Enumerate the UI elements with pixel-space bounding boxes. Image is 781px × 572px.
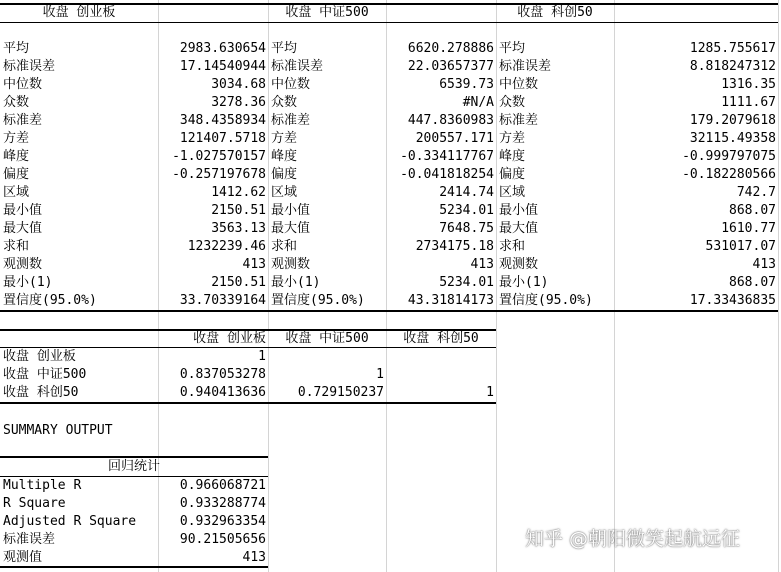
- correlation-value[interactable]: 1: [258, 349, 266, 364]
- column-header[interactable]: 收盘 中证500: [285, 5, 369, 20]
- stat-label[interactable]: 最大值: [3, 221, 43, 236]
- stat-label[interactable]: 偏度: [499, 167, 526, 182]
- stat-value[interactable]: 1285.755617: [689, 41, 776, 56]
- stat-label[interactable]: 区域: [3, 185, 30, 200]
- stat-label[interactable]: 求和: [3, 239, 30, 254]
- stat-value[interactable]: 2414.74: [439, 185, 494, 200]
- stat-label[interactable]: 置信度(95.0%): [271, 293, 365, 308]
- stat-value[interactable]: -0.182280566: [682, 167, 776, 182]
- column-header[interactable]: 收盘 科创50: [517, 5, 593, 20]
- stat-value[interactable]: 413: [470, 257, 494, 272]
- stat-value[interactable]: 121407.5718: [179, 131, 266, 146]
- stat-value[interactable]: 413: [242, 550, 266, 565]
- stat-value[interactable]: 1111.67: [721, 95, 776, 110]
- stat-value[interactable]: 0.932963354: [179, 514, 266, 529]
- stat-label[interactable]: 最小(1): [271, 275, 321, 290]
- correlation-value[interactable]: 0.837053278: [179, 367, 266, 382]
- correlation-value[interactable]: [386, 366, 496, 384]
- stat-label[interactable]: 最大值: [499, 221, 539, 236]
- stat-label[interactable]: 观测值: [3, 550, 43, 565]
- stat-value[interactable]: 200557.171: [415, 131, 494, 146]
- stat-label[interactable]: 标准误差: [3, 59, 56, 74]
- stat-label[interactable]: 方差: [3, 131, 30, 146]
- stat-label[interactable]: 众数: [271, 95, 298, 110]
- stat-value[interactable]: 1610.77: [721, 221, 776, 236]
- stat-value[interactable]: 0.966068721: [179, 478, 266, 493]
- stat-value[interactable]: 3563.13: [211, 221, 266, 236]
- stat-value[interactable]: 1412.62: [211, 185, 266, 200]
- stat-value[interactable]: #N/A: [462, 95, 494, 110]
- stat-value[interactable]: 179.2079618: [689, 113, 776, 128]
- stat-label[interactable]: 方差: [271, 131, 298, 146]
- section-header[interactable]: 回归统计: [107, 459, 160, 474]
- stat-value[interactable]: 2150.51: [211, 203, 266, 218]
- stat-label[interactable]: 求和: [271, 239, 298, 254]
- stat-value[interactable]: 413: [242, 257, 266, 272]
- stat-value[interactable]: 5234.01: [439, 203, 494, 218]
- stat-value[interactable]: 7648.75: [439, 221, 494, 236]
- column-header[interactable]: 收盘 创业板: [193, 331, 266, 346]
- stat-value[interactable]: 413: [752, 257, 776, 272]
- correlation-value[interactable]: [386, 348, 496, 366]
- stat-label[interactable]: 区域: [271, 185, 298, 200]
- summary-title[interactable]: SUMMARY OUTPUT: [3, 423, 113, 438]
- stat-label[interactable]: Adjusted R Square: [3, 514, 137, 529]
- stat-label[interactable]: 众数: [499, 95, 526, 110]
- row-label[interactable]: 收盘 中证500: [3, 367, 87, 382]
- stat-value[interactable]: -0.041818254: [400, 167, 494, 182]
- stat-value[interactable]: 33.70339164: [179, 293, 266, 308]
- stat-value[interactable]: 531017.07: [705, 239, 776, 254]
- stat-label[interactable]: 峰度: [3, 149, 30, 164]
- stat-label[interactable]: 置信度(95.0%): [499, 293, 593, 308]
- stat-label[interactable]: 标准差: [3, 113, 43, 128]
- stat-value[interactable]: 1232239.46: [187, 239, 266, 254]
- stat-value[interactable]: 2150.51: [211, 275, 266, 290]
- stat-label[interactable]: 观测数: [3, 257, 43, 272]
- stat-value[interactable]: 90.21505656: [179, 532, 266, 547]
- stat-label[interactable]: 峰度: [499, 149, 526, 164]
- stat-label[interactable]: 求和: [499, 239, 526, 254]
- table-bottom-rule: [0, 310, 778, 312]
- stat-value[interactable]: 3278.36: [211, 95, 266, 110]
- row-label[interactable]: 收盘 科创50: [3, 385, 79, 400]
- stat-value[interactable]: 17.33436835: [689, 293, 776, 308]
- stat-label[interactable]: 中位数: [499, 77, 539, 92]
- stat-value[interactable]: 0.933288774: [179, 496, 266, 511]
- stat-label[interactable]: 峰度: [271, 149, 298, 164]
- stat-label[interactable]: 众数: [3, 95, 30, 110]
- stat-label[interactable]: 偏度: [271, 167, 298, 182]
- stat-label[interactable]: 观测数: [271, 257, 311, 272]
- row-label[interactable]: 收盘 创业板: [3, 349, 76, 364]
- stat-value[interactable]: -0.257197678: [172, 167, 266, 182]
- stat-label[interactable]: 标准误差: [3, 532, 56, 547]
- stat-value[interactable]: 868.07: [729, 203, 776, 218]
- stat-value[interactable]: 742.7: [736, 185, 776, 200]
- stat-value[interactable]: -1.027570157: [172, 149, 266, 164]
- stat-label[interactable]: 平均: [499, 41, 526, 56]
- stat-label[interactable]: 最小(1): [499, 275, 549, 290]
- stat-value[interactable]: 8.818247312: [689, 59, 776, 74]
- column-header[interactable]: 收盘 创业板: [42, 5, 116, 20]
- stat-value[interactable]: 447.8360983: [407, 113, 494, 128]
- stat-label[interactable]: 标准误差: [271, 59, 324, 74]
- correlation-value[interactable]: 0.940413636: [179, 385, 266, 400]
- stat-value[interactable]: 1316.35: [721, 77, 776, 92]
- stat-value[interactable]: 43.31814173: [407, 293, 494, 308]
- correlation-value[interactable]: 0.729150237: [297, 385, 384, 400]
- stat-label[interactable]: 标准差: [499, 113, 539, 128]
- stat-label[interactable]: 平均: [3, 41, 30, 56]
- stat-label[interactable]: 置信度(95.0%): [3, 293, 97, 308]
- table-bottom-rule: [0, 566, 268, 568]
- table-bottom-rule: [0, 402, 496, 404]
- stat-value[interactable]: 17.14540944: [179, 59, 266, 74]
- stat-label[interactable]: 方差: [499, 131, 526, 146]
- stat-value[interactable]: 348.4358934: [179, 113, 266, 128]
- stat-label[interactable]: 标准误差: [499, 59, 552, 74]
- stat-label[interactable]: 最小(1): [3, 275, 53, 290]
- stat-value[interactable]: -0.334117767: [400, 149, 494, 164]
- column-header[interactable]: 收盘 科创50: [403, 331, 479, 346]
- stat-value[interactable]: -0.999797075: [682, 149, 776, 164]
- header-rule: [0, 22, 778, 23]
- correlation-value[interactable]: 1: [486, 385, 494, 400]
- stat-value[interactable]: 22.03657377: [407, 59, 494, 74]
- stat-value[interactable]: 32115.49358: [689, 131, 776, 146]
- stat-label[interactable]: 观测数: [499, 257, 539, 272]
- stat-label[interactable]: 标准差: [271, 113, 311, 128]
- stat-value[interactable]: 6620.278886: [407, 41, 494, 56]
- column-header[interactable]: 收盘 中证500: [285, 331, 369, 346]
- gridline: [778, 0, 779, 572]
- correlation-value[interactable]: 1: [376, 367, 384, 382]
- stat-label[interactable]: 最小值: [3, 203, 43, 218]
- watermark: 知乎 @朝阳微笑起航远征: [525, 528, 741, 550]
- stat-label[interactable]: 中位数: [3, 77, 43, 92]
- stat-value[interactable]: 2734175.18: [415, 239, 494, 254]
- stat-label[interactable]: 最大值: [271, 221, 311, 236]
- stat-label[interactable]: 区域: [499, 185, 526, 200]
- stat-label[interactable]: 中位数: [271, 77, 311, 92]
- stat-label[interactable]: R Square: [3, 496, 66, 511]
- stat-label[interactable]: 最小值: [499, 203, 539, 218]
- stat-label[interactable]: 最小值: [271, 203, 311, 218]
- stat-value[interactable]: 2983.630654: [179, 41, 266, 56]
- stat-value[interactable]: 5234.01: [439, 275, 494, 290]
- correlation-value[interactable]: [268, 348, 386, 366]
- stat-value[interactable]: 6539.73: [439, 77, 494, 92]
- stat-label[interactable]: 偏度: [3, 167, 30, 182]
- stat-label[interactable]: Multiple R: [3, 478, 82, 493]
- stat-value[interactable]: 868.07: [729, 275, 776, 290]
- stat-label[interactable]: 平均: [271, 41, 298, 56]
- stat-value[interactable]: 3034.68: [211, 77, 266, 92]
